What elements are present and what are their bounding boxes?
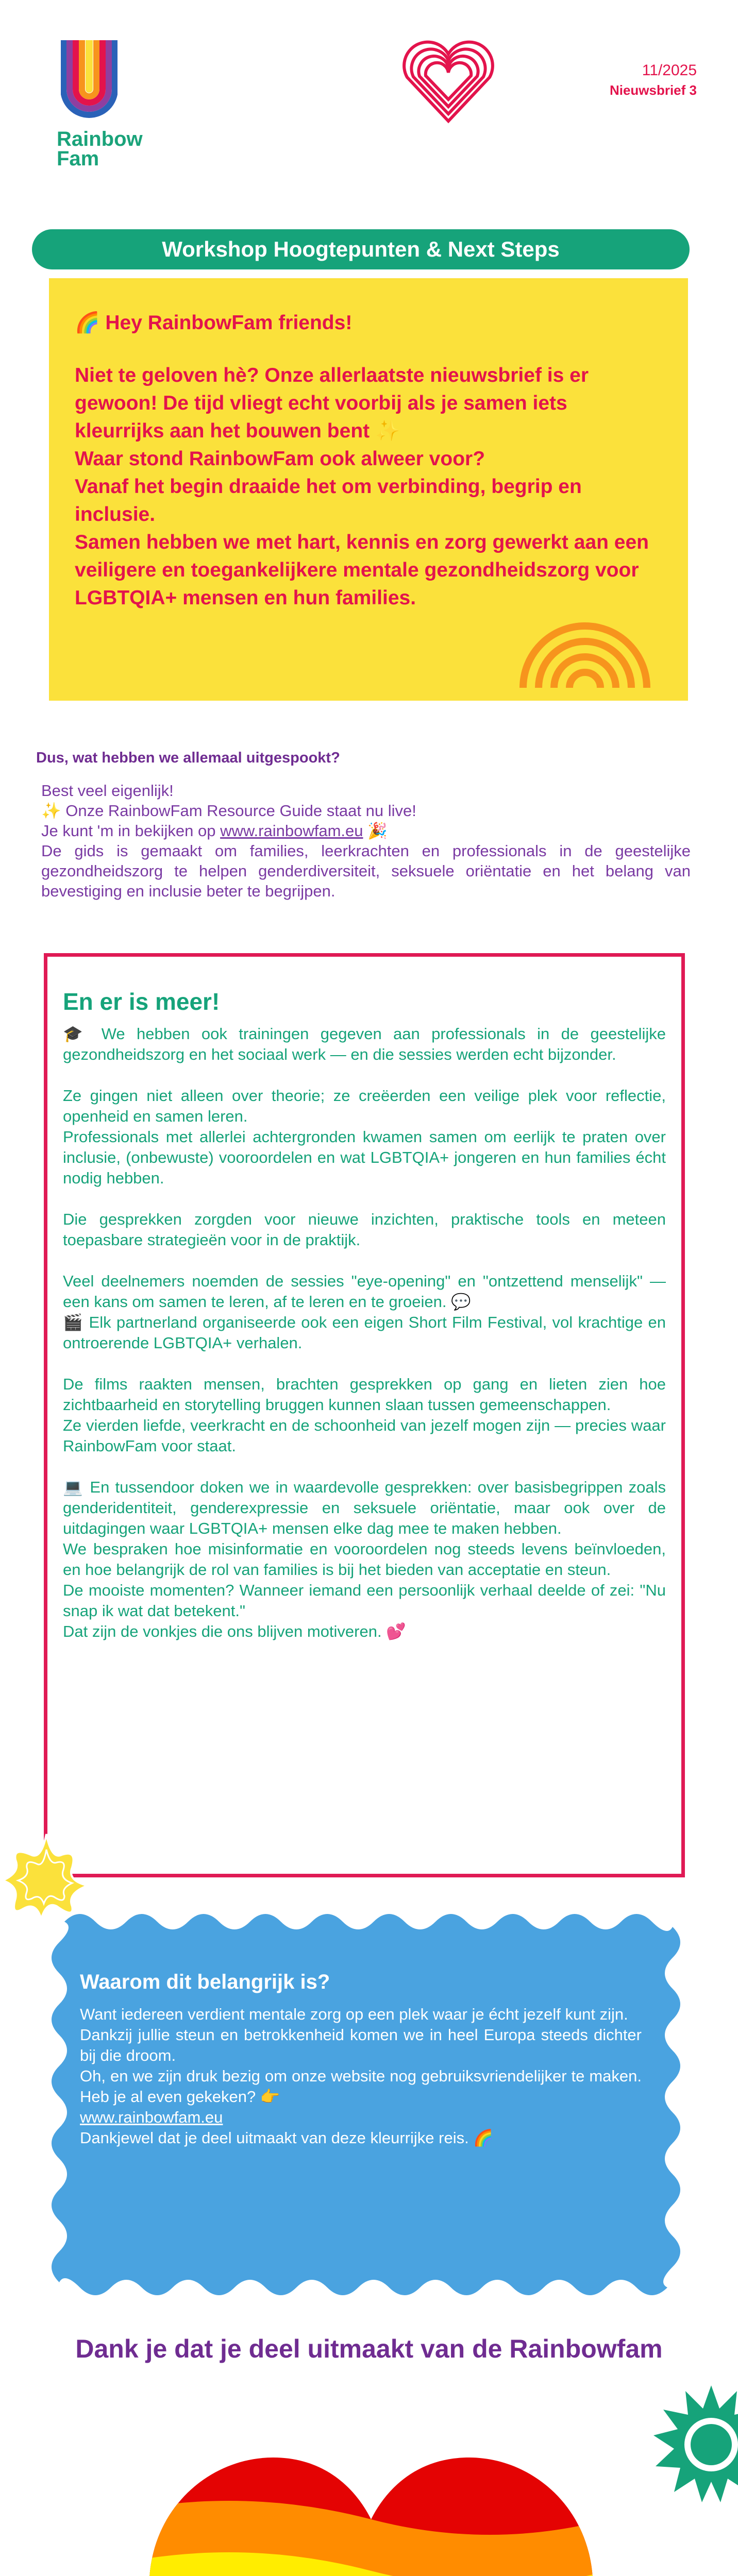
intro-paragraph: Vanaf het begin draaide het om verbinding, begrip en inclusie. — [75, 476, 582, 526]
uitgespookt-line: Best veel eigenlijk! — [41, 782, 174, 800]
uitgespookt-line-text: Je kunt 'm in bekijken op — [41, 822, 221, 840]
uitgespookt-line — [41, 821, 691, 841]
brand-name-line1: Rainbow — [57, 128, 143, 150]
waarom-paragraph: Oh, en we zijn druk bezig om onze website nog gebruiksvriendelijker te maken. Heb je al even gekeken? 👉 — [80, 2067, 642, 2106]
meer-paragraph: De films raakten mensen, brachten gesprekken op gang en lieten zien hoe zichtbaarheid en storytelling bruggen kunnen slaan tussen gemeenschappen. — [63, 1375, 666, 1414]
meer-paragraph: 🎓 We hebben ook trainingen gegeven aan professionals in de geestelijke gezondheidszorg en het sociaal werk — en die sessies werden echt bijzonder. — [63, 1025, 666, 1063]
meer-body — [63, 1024, 666, 1642]
uitgespookt-heading: Dus, wat hebben we allemaal uitgespookt? — [36, 750, 340, 766]
meer-paragraph: We bespraken hoe misinformatie en vooroordelen nog steeds levens beïnvloeden, en hoe belangrijk de rol van families is bij het bieden van acceptatie en steun. — [63, 1540, 666, 1579]
meer-paragraph: Professionals met allerlei achtergronden kwamen samen om eerlijk te praten over inclusie, (onbewuste) vooroordelen en wat LGBTQIA+ jongeren en hun families écht nodig hebben. — [63, 1128, 666, 1187]
waarom-paragraph: Dankzij jullie steun en betrokkenheid komen we in heel Europa steeds dichter bij die droom. — [80, 2026, 642, 2064]
intro-paragraph: Samen hebben we met hart, kennis en zorg gewerkt aan een veiligere en toegankelijkere mentale gezondheidszorg voor LGBTQIA+ mensen en hun families. — [75, 531, 649, 609]
rainbowfam-logo — [57, 40, 149, 169]
meer-paragraph: 💻 En tussendoor doken we in waardevolle gesprekken: over basisbegrippen zoals genderidentiteit, genderexpressie en seksuele oriëntatie, maar ook over de uitdagingen waar LGBTQIA+ mensen elke dag mee te maken hebben. — [63, 1478, 666, 1537]
orange-arc-sun-icon — [515, 608, 655, 690]
website-link[interactable]: www.rainbowfam.eu — [80, 2108, 223, 2126]
intro-greeting: 🌈 Hey RainbowFam friends! — [75, 312, 353, 334]
rainbow-u-icon — [61, 40, 118, 123]
website-link[interactable]: www.rainbowfam.eu — [220, 822, 363, 840]
waarom-body — [80, 2004, 642, 2148]
striped-heart-icon — [397, 28, 500, 131]
uitgespookt-line: De gids is gemaakt om families, leerkrachten en professionals in de geestelijke gezondheidszorg te helpen genderdiversiteit, seksuele oriëntatie en het belang van bevestiging en inclusie beter te begrijpen. — [41, 842, 691, 900]
uitgespookt-body — [41, 781, 691, 901]
waarom-title: Waarom dit belangrijk is? — [80, 1971, 330, 1993]
intro-paragraph: Niet te geloven hè? Onze allerlaatste nieuwsbrief is er gewoon! De tijd vliegt echt voorbij als je samen iets kleurrijks aan het bouwen bent ✨ — [75, 364, 589, 442]
meer-paragraph: Dat zijn de vonkjes die ons blijven motiveren. 💕 — [63, 1622, 406, 1640]
meer-paragraph: De mooiste momenten? Wanneer iemand een persoonlijk verhaal deelde of zei: "Nu snap ik wat dat betekent." — [63, 1581, 666, 1620]
waarom-paragraph: Dankjewel dat je deel uitmaakt van deze kleurrijke reis. 🌈 — [80, 2129, 493, 2147]
intro-paragraph: Waar stond RainbowFam ook alweer voor? — [75, 448, 485, 470]
green-starburst-icon — [639, 2380, 738, 2509]
uitgespookt-line: ✨ Onze RainbowFam Resource Guide staat nu live! — [41, 802, 416, 820]
meer-paragraph: Ze gingen niet alleen over theorie; ze creëerden een veilige plek voor reflectie, openheid en samen leren. — [63, 1087, 666, 1125]
meer-paragraph: 🎬 Elk partnerland organiseerde ook een eigen Short Film Festival, vol krachtige en ontroerende LGBTQIA+ verhalen. — [63, 1313, 666, 1352]
meer-paragraph: Ze vierden liefde, veerkracht en de schoonheid van jezelf mogen zijn — precies waar RainbowFam voor staat. — [63, 1416, 666, 1455]
brand-name-line2: Fam — [57, 147, 99, 170]
waarom-paragraph: Want iedereen verdient mentale zorg op een plek waar je écht jezelf kunt zijn. — [80, 2005, 628, 2023]
meer-paragraph: Veel deelnemers noemden de sessies "eye-opening" en "ontzettend menselijk" — een kans om samen te leren, af te leren en te groeien. 💬 — [63, 1272, 666, 1311]
party-emoji: 🎉 — [363, 822, 388, 840]
rainbow-heart-icon — [134, 2442, 608, 2576]
meer-title: En er is meer! — [63, 988, 220, 1015]
thanks-heading: Dank je dat je deel uitmaakt van de Rainbowfam — [75, 2334, 663, 2363]
meer-box — [44, 953, 685, 1877]
newsletter-issue: Nieuwsbrief 3 — [609, 82, 697, 98]
newsletter-date: 11/2025 — [642, 62, 697, 79]
meer-paragraph: Die gesprekken zorgden voor nieuwe inzichten, praktische tools en meteen toepasbare strategieën voor in de praktijk. — [63, 1210, 666, 1249]
page-title: Workshop Hoogtepunten & Next Steps — [32, 229, 690, 269]
